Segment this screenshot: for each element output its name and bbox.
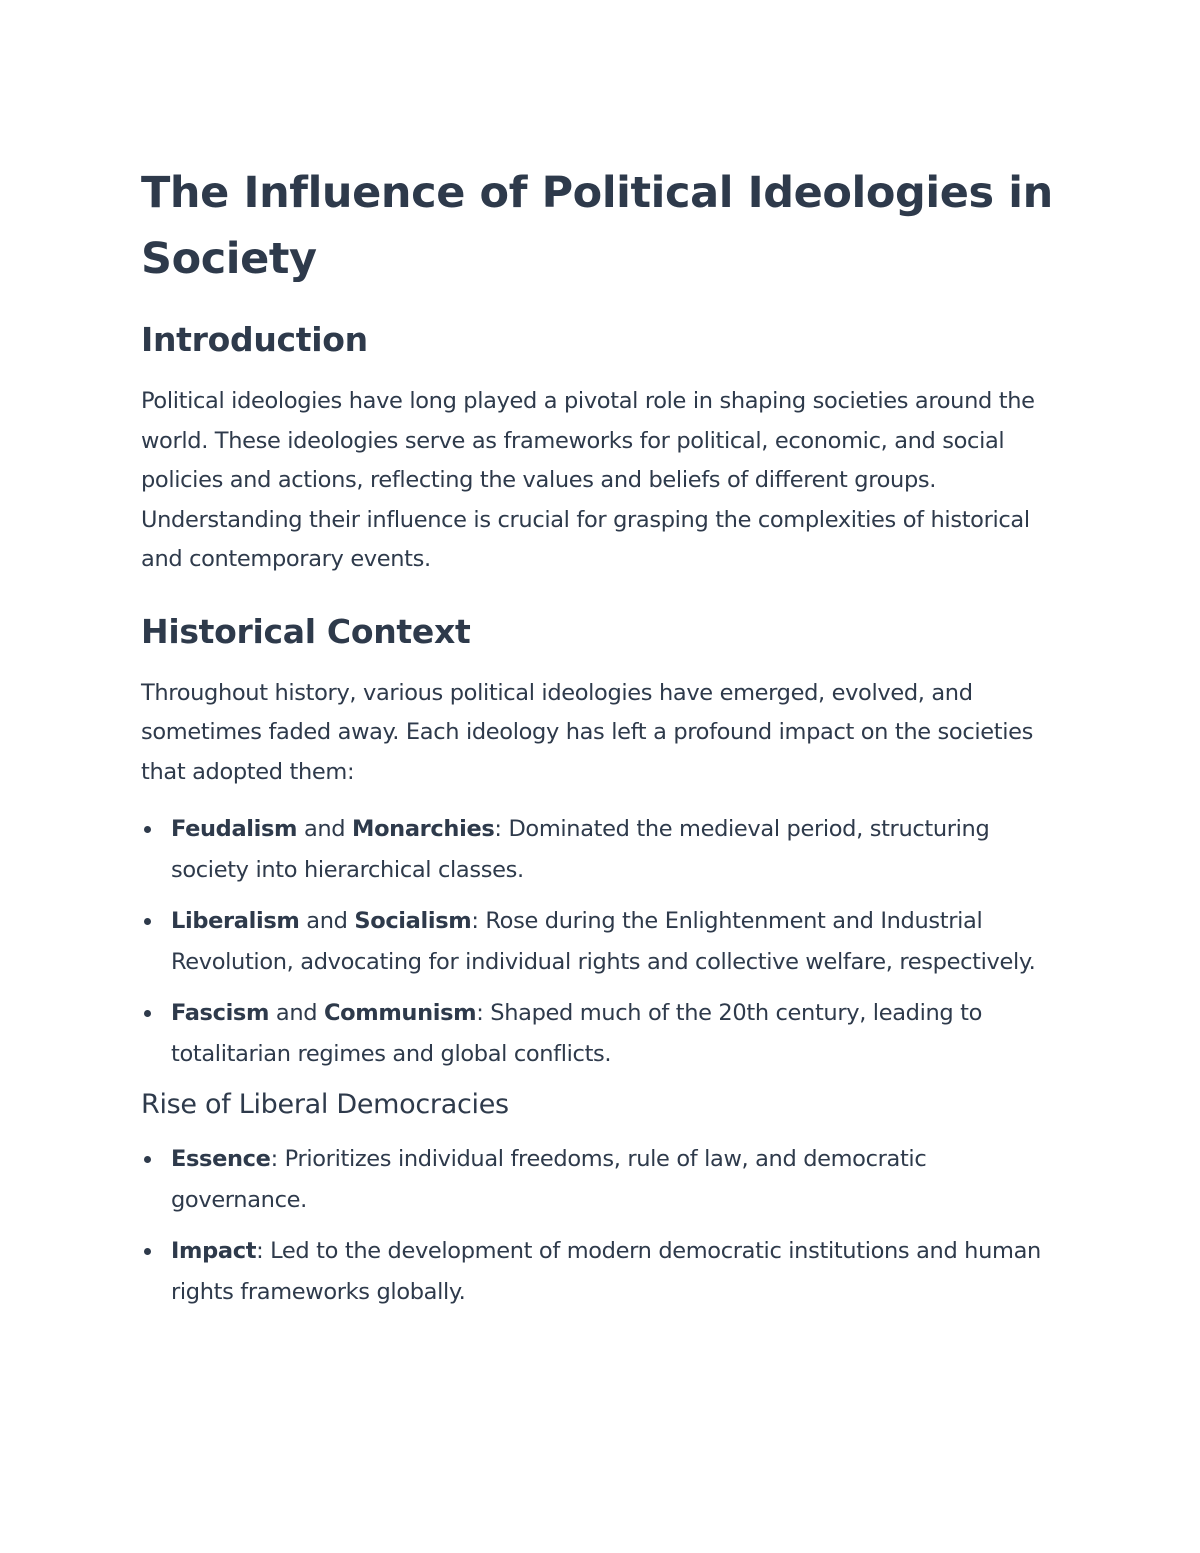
- introduction-paragraph: Political ideologies have long played a pivotal role in shaping societies around the world. These ideologies serve as frameworks for political, economic, and social policies and actions, reflecting the values and beliefs of different groups. Understanding their influence is crucial for grasping the complexities of historical and contemporary events.: [141, 388, 1035, 572]
- list-item-joiner: and: [299, 908, 355, 934]
- bullet-icon: [144, 826, 151, 833]
- list-item-term: Feudalism: [171, 816, 298, 842]
- list-item: [141, 809, 1061, 890]
- bullet-icon: [144, 1010, 151, 1017]
- list-item: [141, 993, 1061, 1074]
- document-page: [141, 160, 1061, 1323]
- list-item-joiner: and: [269, 1000, 324, 1026]
- list-item-text: : Dominated the medieval period, structuring society into hierarchical classes.: [171, 816, 990, 883]
- introduction-heading: Introduction: [141, 320, 368, 359]
- bullet-icon: [144, 918, 151, 925]
- list-item-text: : Shaped much of the 20th century, leading to totalitarian regimes and global conflicts.: [171, 1000, 983, 1067]
- list-item-text: : Led to the development of modern democratic institutions and human rights frameworks globally.: [171, 1238, 1041, 1305]
- list-item-term: Socialism: [354, 908, 472, 934]
- list-item-term: Fascism: [171, 1000, 270, 1026]
- historical-context-paragraph: Throughout history, various political ideologies have emerged, evolved, and sometimes faded away. Each ideology has left a profound impact on the societies that adopted them:: [141, 679, 1033, 785]
- list-item-term: Liberalism: [171, 908, 300, 934]
- list-item: [141, 1139, 1061, 1220]
- list-item-joiner: and: [297, 816, 353, 842]
- list-item-term: Communism: [323, 1000, 477, 1026]
- liberal-democracies-heading: Rise of Liberal Democracies: [141, 1089, 509, 1120]
- historical-context-heading: Historical Context: [141, 611, 471, 651]
- list-item-term: Impact: [171, 1238, 257, 1264]
- ideologies-list: [141, 809, 1061, 1074]
- list-item-term: Monarchies: [352, 816, 495, 842]
- document-title: The Influence of Political Ideologies in Society: [141, 168, 1053, 284]
- bullet-icon: [144, 1156, 151, 1163]
- list-item-text: : Rose during the Enlightenment and Industrial Revolution, advocating for individual rights and collective welfare, respectively.: [171, 908, 1036, 975]
- bullet-icon: [144, 1248, 151, 1255]
- liberal-democracies-list: [141, 1139, 1061, 1312]
- list-item-text: : Prioritizes individual freedoms, rule of law, and democratic governance.: [171, 1146, 927, 1213]
- list-item-term: Essence: [171, 1146, 271, 1172]
- list-item: [141, 901, 1061, 982]
- list-item: [141, 1231, 1061, 1312]
